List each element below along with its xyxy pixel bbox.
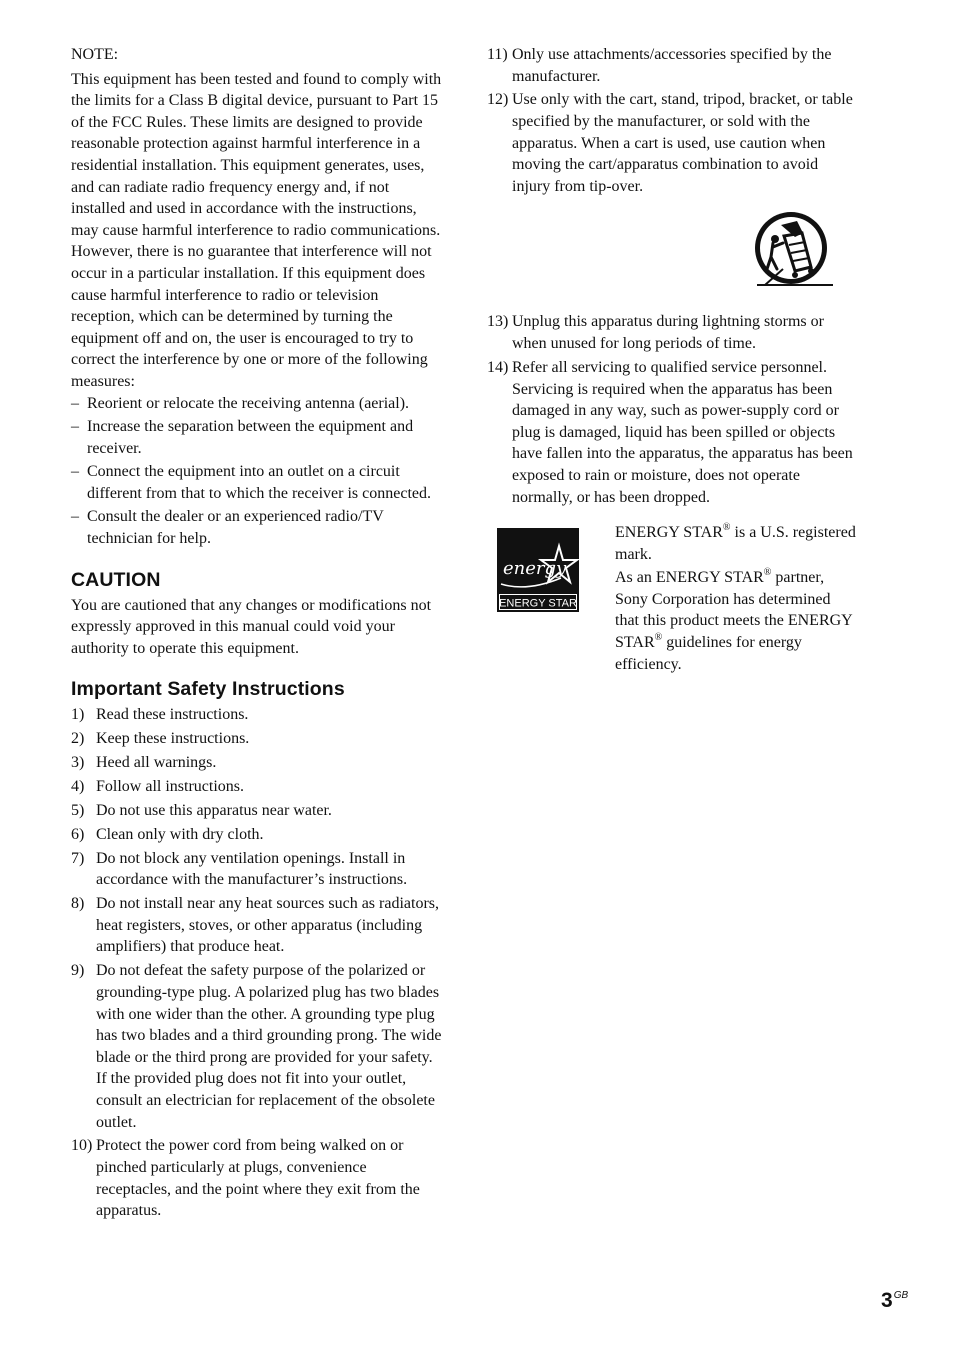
list-item: 5) Do not use this apparatus near water. xyxy=(71,802,332,819)
energy-star-logo xyxy=(497,528,579,612)
list-item: 14) Refer all servicing to qualified service personnel. Servicing is required when the apparatus has been damaged in any way, such as power-supply cord or plug is damaged, liquid has been spilled or objects have fallen into the apparatus, the apparatus has been exposed to rain or moisture, does not operate normally, or has been dropped. xyxy=(487,358,853,506)
cart-symbol-area xyxy=(487,205,857,311)
page-number: $3^{GB}$ xyxy=(881,1289,909,1312)
list-item: 11) Only use attachments/accessories specified by the manufacturer. xyxy=(487,46,832,85)
list-item: 12) Use only with the cart, stand, tripod, bracket, or table specified by the manufacturer, or sold with the apparatus. When a cart is used, use caution when moving the cart/apparatus combination to avoid injury from tip-over. xyxy=(487,91,853,195)
note-label: NOTE: xyxy=(71,46,119,63)
measures-list xyxy=(71,393,443,550)
list-item: 6) Clean only with dry cloth. xyxy=(71,825,264,843)
list-item: 2) Keep these instructions. xyxy=(71,730,250,748)
list-item: – Increase the separation between the equipment and receiver. xyxy=(71,416,443,459)
cart-tip-over-warning-icon xyxy=(753,209,835,291)
list-item: 7) Do not block any ventilation openings. Install in accordance with the manufacturer’s instructions. xyxy=(71,849,408,889)
safety-instructions-list xyxy=(71,704,443,1221)
safety-heading: Important Safety Instructions xyxy=(71,678,345,701)
list-item: 4) Follow all instructions. xyxy=(71,778,244,796)
safety-instructions-list-continued xyxy=(487,44,857,197)
list-item: 3) Heed all warnings. xyxy=(71,754,217,772)
fcc-note-text: This equipment has been tested and found to comply with the limits for a Class B digital device, pursuant to Part 15 of the FCC Rules. These limits are designed to provide reasonable protection against harmful interference in a residential installation. This equipment generates, uses, and can radiate radio frequency energy and, if not installed and used in accordance with the instructions, may cause harmful interference to radio communications. However, there is no guarantee that interference will not occur in a particular installation. If this equipment does cause harmful interference to radio or television reception, which can be determined by turning the equipment off and on, the user is encouraged to try to correct the interference by one or more of the following measures: xyxy=(71,70,442,390)
list-item: – Consult the dealer or an experienced radio/TV technician for help. xyxy=(71,506,443,549)
page-suffix: GB xyxy=(893,1290,909,1301)
safety-instructions-list-final xyxy=(487,311,857,508)
right-column xyxy=(487,44,857,677)
energy-star-partner-text: As an ENERGY STAR® partner, Sony Corporation has determined that this product meets the ENERGY STAR® guidelines for energy efficiency. xyxy=(615,567,853,673)
list-item: – Reorient or relocate the receiving antenna (aerial). xyxy=(71,393,443,415)
list-item: 1) Read these instructions. xyxy=(71,706,249,724)
caution-text: You are cautioned that any changes or modifications not expressly approved in this manual could void your authority to operate this equipment. xyxy=(71,596,432,657)
caution-heading: CAUTION xyxy=(71,568,161,591)
energy-logo-script: energy xyxy=(503,558,567,580)
energy-star-section xyxy=(487,522,857,677)
list-item: 13) Unplug this apparatus during lightning storms or when unused for long periods of time. xyxy=(487,313,824,353)
list-item: 9) Do not defeat the safety purpose of the polarized or grounding-type plug. A polarized plug has two blades with one wider than the other. A grounding type plug has two blades and a third grounding prong. The wide blade or the third prong are provided for your safety. If the provided plug does not fit into your outlet, consult an electrician for replacement of the obsolete outlet. xyxy=(71,962,442,1131)
energy-star-registered-text: ENERGY STAR® is a U.S. registered mark. xyxy=(615,522,856,563)
list-item: 10) Protect the power cord from being walked on or pinched particularly at plugs, convenience receptacles, and the point where they exit from the apparatus. xyxy=(71,1137,420,1220)
list-item: – Connect the equipment into an outlet on a circuit different from that to which the receiver is connected. xyxy=(71,461,443,504)
left-column xyxy=(71,44,443,1224)
energy-logo-label: ENERGY STAR xyxy=(499,597,577,610)
list-item: 8) Do not install near any heat sources such as radiators, heat registers, stoves, or other apparatus (including amplifiers) that produce heat. xyxy=(71,895,440,956)
